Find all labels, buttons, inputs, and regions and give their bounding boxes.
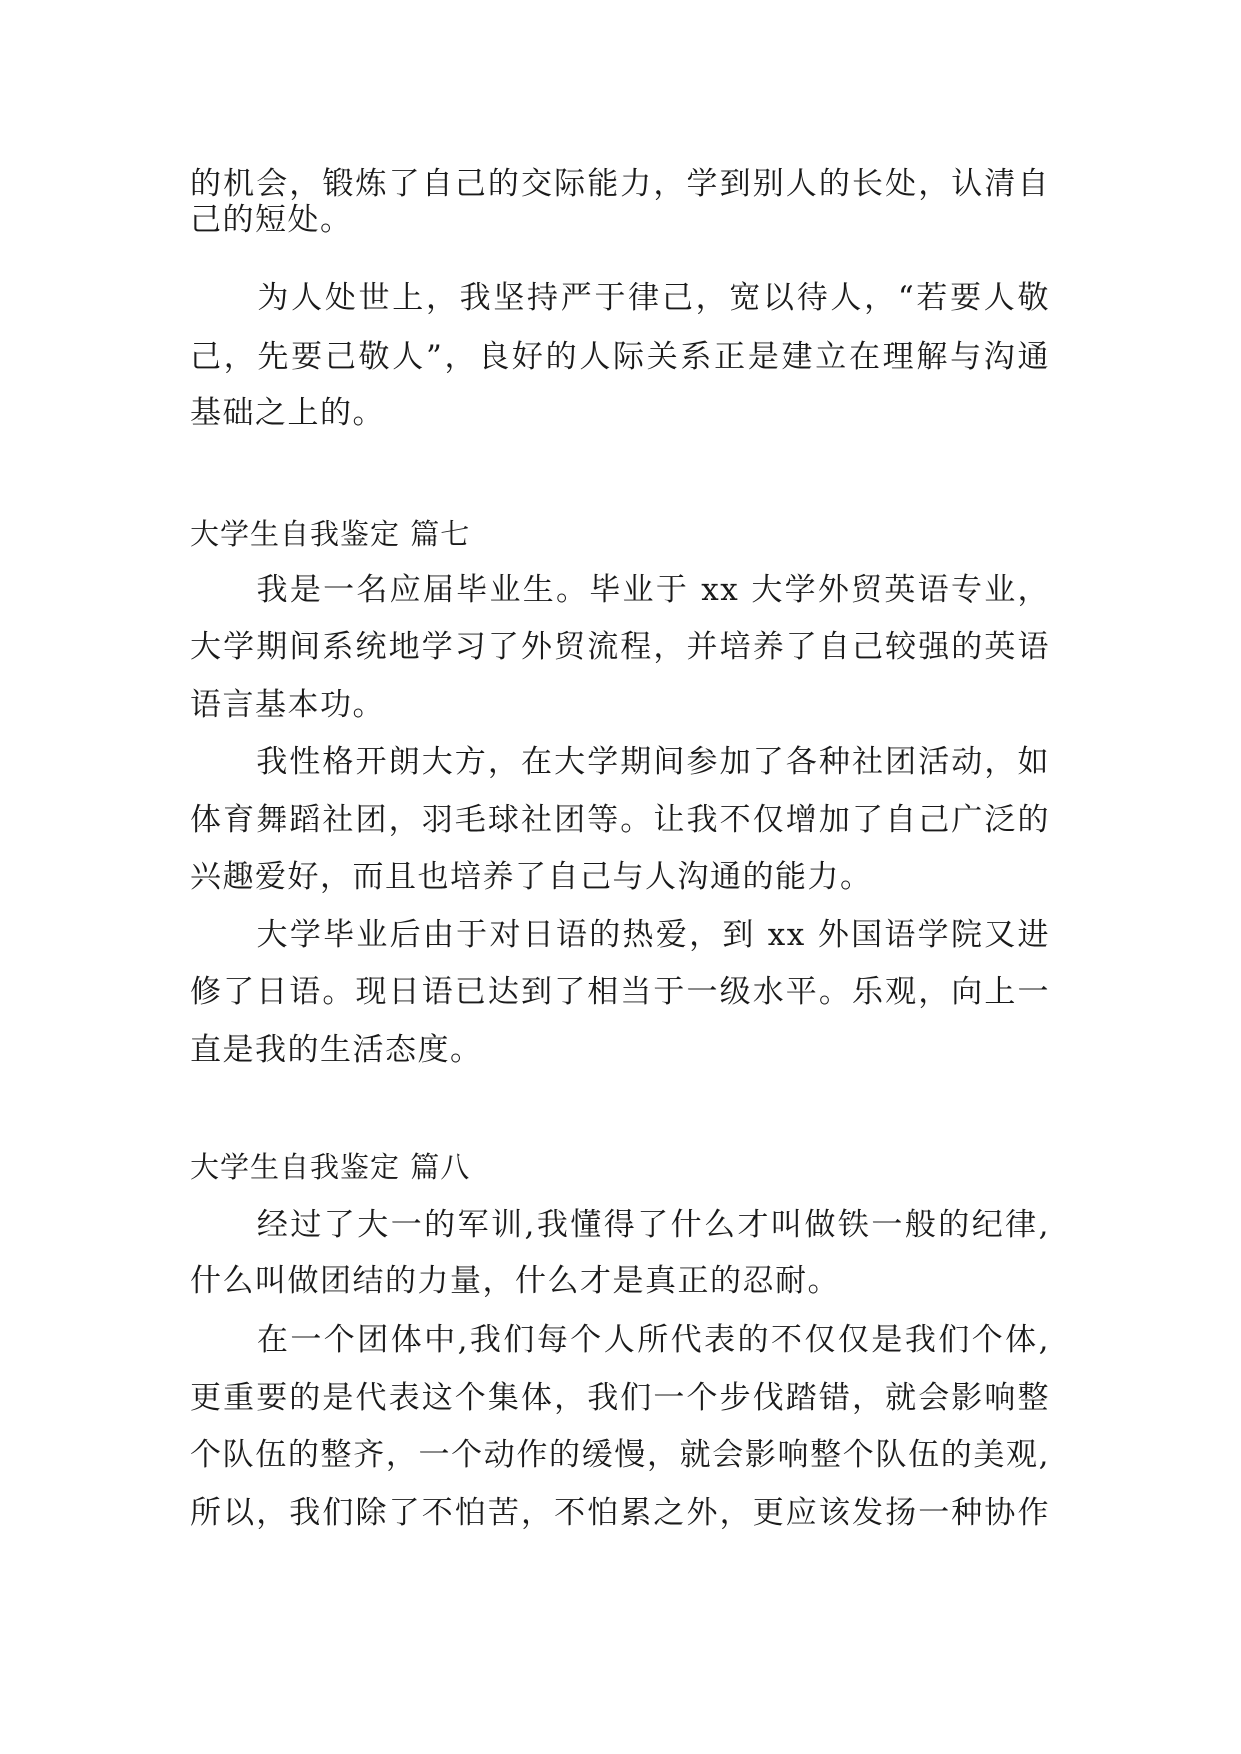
paragraph-line: 语言基本功。 bbox=[190, 687, 385, 723]
paragraph-line: 己的短处。 bbox=[190, 202, 353, 238]
paragraph-line: 体育舞蹈社团，羽毛球社团等。让我不仅增加了自己广泛的 bbox=[190, 802, 1050, 838]
paragraph-line: 我性格开朗大方，在大学期间参加了各种社团活动，如 bbox=[190, 744, 1050, 780]
paragraph-line: 所以，我们除了不怕苦，不怕累之外，更应该发扬一种协作 bbox=[190, 1495, 1050, 1531]
paragraph-line: 在一个团体中,我们每个人所代表的不仅仅是我们个体, bbox=[190, 1322, 1050, 1358]
paragraph-line: 个队伍的整齐，一个动作的缓慢，就会影响整个队伍的美观, bbox=[190, 1437, 1050, 1473]
paragraph-line: 修了日语。现日语已达到了相当于一级水平。乐观，向上一 bbox=[190, 974, 1050, 1010]
paragraph-line: 直是我的生活态度。 bbox=[190, 1032, 483, 1068]
paragraph-line: 己，先要己敬人”，良好的人际关系正是建立在理解与沟通 bbox=[190, 339, 1050, 375]
paragraph-line: 我是一名应届毕业生。毕业于 xx 大学外贸英语专业， bbox=[190, 572, 1050, 608]
paragraph-line: 经过了大一的军训,我懂得了什么才叫做铁一般的纪律, bbox=[190, 1207, 1050, 1243]
paragraph-line: 的机会，锻炼了自己的交际能力，学到别人的长处，认清自 bbox=[190, 166, 1050, 202]
paragraph-line: 大学期间系统地学习了外贸流程，并培养了自己较强的英语 bbox=[190, 629, 1050, 665]
paragraph-line: 兴趣爱好，而且也培养了自己与人沟通的能力。 bbox=[190, 859, 873, 895]
paragraph-line: 基础之上的。 bbox=[190, 395, 385, 431]
section-heading: 大学生自我鉴定 篇七 bbox=[190, 517, 471, 551]
paragraph-line: 更重要的是代表这个集体，我们一个步伐踏错，就会影响整 bbox=[190, 1380, 1050, 1416]
section-heading: 大学生自我鉴定 篇八 bbox=[190, 1150, 471, 1184]
paragraph-line: 为人处世上，我坚持严于律己，宽以待人，“若要人敬 bbox=[190, 280, 1050, 316]
paragraph-line: 大学毕业后由于对日语的热爱，到 xx 外国语学院又进 bbox=[190, 917, 1050, 953]
paragraph-line: 什么叫做团结的力量，什么才是真正的忍耐。 bbox=[190, 1263, 840, 1299]
